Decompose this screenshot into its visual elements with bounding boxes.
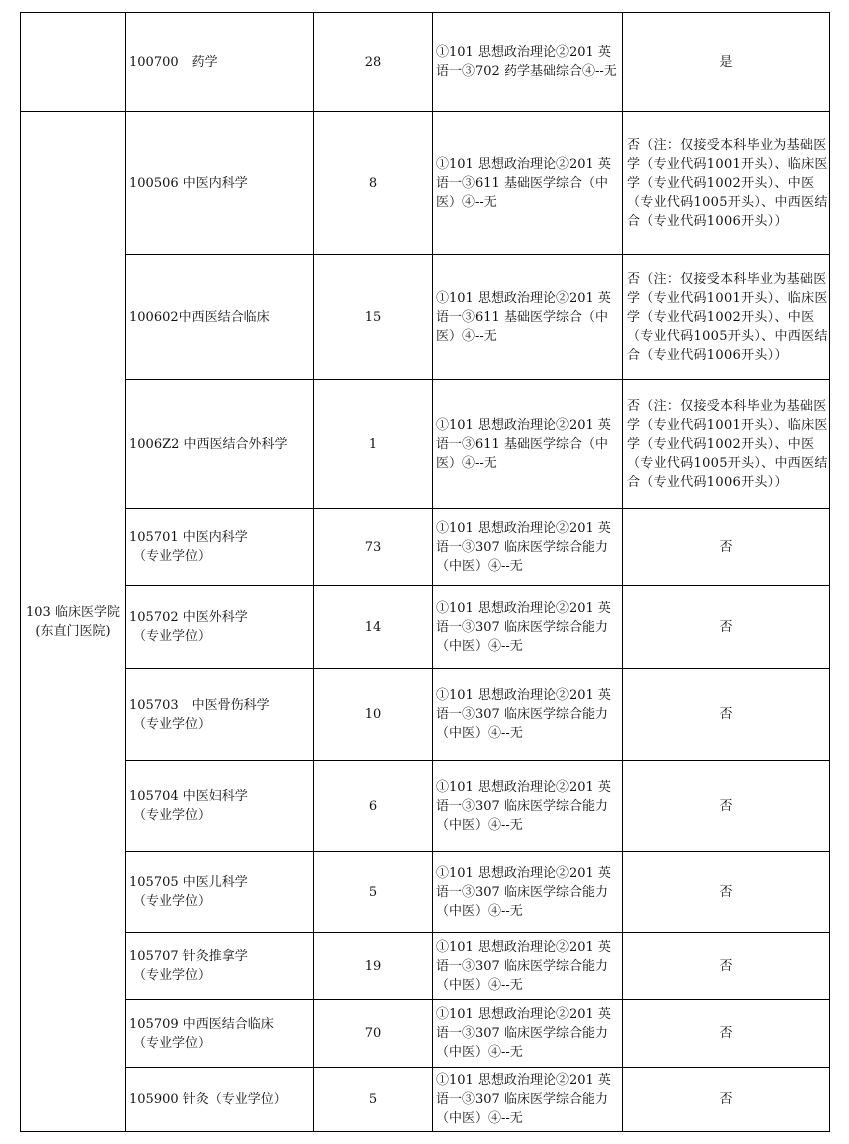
major-cell — [126, 586, 314, 669]
remark-cell: 否 — [623, 586, 830, 669]
table-row — [21, 509, 830, 586]
major-cell — [126, 380, 314, 509]
exam-subjects: ①101 思想政治理论②201 英语一③307 临床医学综合能力（中医）④--无 — [433, 933, 623, 1000]
department-cell: 103 临床医学院(东直门医院) — [21, 112, 126, 1132]
exam-subjects: ①101 思想政治理论②201 英语一③307 临床医学综合能力（中医）④--无 — [433, 1000, 623, 1068]
exam-subjects: ①101 思想政治理论②201 英语一③307 临床医学综合能力（中医）④--无 — [433, 852, 623, 933]
major-cell — [126, 1000, 314, 1068]
table-row — [21, 586, 830, 669]
exam-subjects: ①101 思想政治理论②201 英语一③307 临床医学综合能力（中医）④--无 — [433, 761, 623, 852]
remark-cell: 否 — [623, 761, 830, 852]
enrollment-count: 5 — [314, 852, 433, 933]
enrollment-count: 19 — [314, 933, 433, 1000]
major-cell — [126, 669, 314, 761]
major-name: 105705 中医儿科学 — [129, 875, 248, 890]
enrollment-count: 28 — [314, 13, 433, 112]
table-row — [21, 380, 830, 509]
remark-cell: 否 — [623, 509, 830, 586]
major-name: 105701 中医内科学 — [129, 530, 248, 545]
table-row — [21, 255, 830, 380]
exam-subjects: ①101 思想政治理论②201 英语一③307 临床医学综合能力（中医）④--无 — [433, 509, 623, 586]
enrollment-count: 5 — [314, 1068, 433, 1132]
degree-type: （专业学位） — [133, 629, 212, 644]
enrollment-count: 8 — [314, 112, 433, 255]
major-name: 100506 中医内科学 — [129, 175, 248, 191]
exam-subjects: ①101 思想政治理论②201 英语一③307 临床医学综合能力（中医）④--无 — [433, 669, 623, 761]
major-name: 105709 中西医结合临床 — [129, 1016, 274, 1032]
enrollment-count: 14 — [314, 586, 433, 669]
degree-type: （专业学位） — [133, 968, 212, 983]
major-cell — [126, 761, 314, 852]
degree-type: （专业学位） — [133, 1035, 212, 1051]
table-row — [21, 761, 830, 852]
major-cell — [126, 509, 314, 586]
major-name: 105704 中医妇科学 — [129, 789, 248, 804]
table-row — [21, 933, 830, 1000]
remark-cell: 否 — [623, 852, 830, 933]
table-row — [21, 852, 830, 933]
major-cell — [126, 933, 314, 1000]
department-cell-empty — [21, 13, 126, 112]
enrollment-count: 10 — [314, 669, 433, 761]
remark-cell: 否 — [623, 669, 830, 761]
major-name: 105703 中医骨伤科学 — [129, 697, 270, 713]
major-cell — [126, 255, 314, 380]
exam-subjects: ①101 思想政治理论②201 英语一③702 药学基础综合④--无 — [433, 13, 623, 112]
degree-type: （专业学位） — [133, 716, 212, 732]
major-name: 105900 针灸（专业学位） — [129, 1092, 287, 1107]
remark-cell: 否（注：仅接受本科毕业为基础医学（专业代码1001开头）、临床医学（专业代码1002开头）、中医（专业代码1005开头）、中西医结合（专业代码1006开头）） — [623, 255, 830, 380]
remark-cell: 是 — [623, 13, 830, 112]
table-row — [21, 1000, 830, 1068]
table-row — [21, 112, 830, 255]
exam-subjects: ①101 思想政治理论②201 英语一③307 临床医学综合能力（中医）④--无 — [433, 586, 623, 669]
remark-cell: 否 — [623, 933, 830, 1000]
exam-subjects: ①101 思想政治理论②201 英语一③611 基础医学综合（中医）④--无 — [433, 380, 623, 509]
major-name: 100602中西医结合临床 — [129, 309, 270, 325]
exam-subjects: ①101 思想政治理论②201 英语一③611 基础医学综合（中医）④--无 — [433, 255, 623, 380]
remark-cell: 否（注：仅接受本科毕业为基础医学（专业代码1001开头）、临床医学（专业代码1002开头）、中医（专业代码1005开头）、中西医结合（专业代码1006开头）） — [623, 112, 830, 255]
degree-type: （专业学位） — [133, 549, 212, 564]
enrollment-count: 70 — [314, 1000, 433, 1068]
major-cell — [126, 852, 314, 933]
major-cell — [126, 13, 314, 112]
degree-type: （专业学位） — [133, 894, 212, 909]
major-cell — [126, 112, 314, 255]
admissions-table — [20, 12, 830, 1132]
major-name: 100700 药学 — [129, 54, 218, 70]
major-name: 105702 中医外科学 — [129, 610, 248, 625]
enrollment-count: 15 — [314, 255, 433, 380]
enrollment-count: 1 — [314, 380, 433, 509]
remark-cell: 否 — [623, 1000, 830, 1068]
table-row — [21, 1068, 830, 1132]
major-name: 105707 针灸推拿学 — [129, 949, 248, 964]
exam-subjects: ①101 思想政治理论②201 英语一③307 临床医学综合能力（中医）④--无 — [433, 1068, 623, 1132]
degree-type: （专业学位） — [133, 808, 212, 823]
table-row — [21, 13, 830, 112]
remark-cell: 否 — [623, 1068, 830, 1132]
major-cell — [126, 1068, 314, 1132]
remark-cell: 否（注：仅接受本科毕业为基础医学（专业代码1001开头）、临床医学（专业代码1002开头）、中医（专业代码1005开头）、中西医结合（专业代码1006开头）） — [623, 380, 830, 509]
enrollment-count: 73 — [314, 509, 433, 586]
table-row — [21, 669, 830, 761]
enrollment-count: 6 — [314, 761, 433, 852]
exam-subjects: ①101 思想政治理论②201 英语一③611 基础医学综合（中医）④--无 — [433, 112, 623, 255]
major-name: 1006Z2 中西医结合外科学 — [129, 436, 288, 452]
